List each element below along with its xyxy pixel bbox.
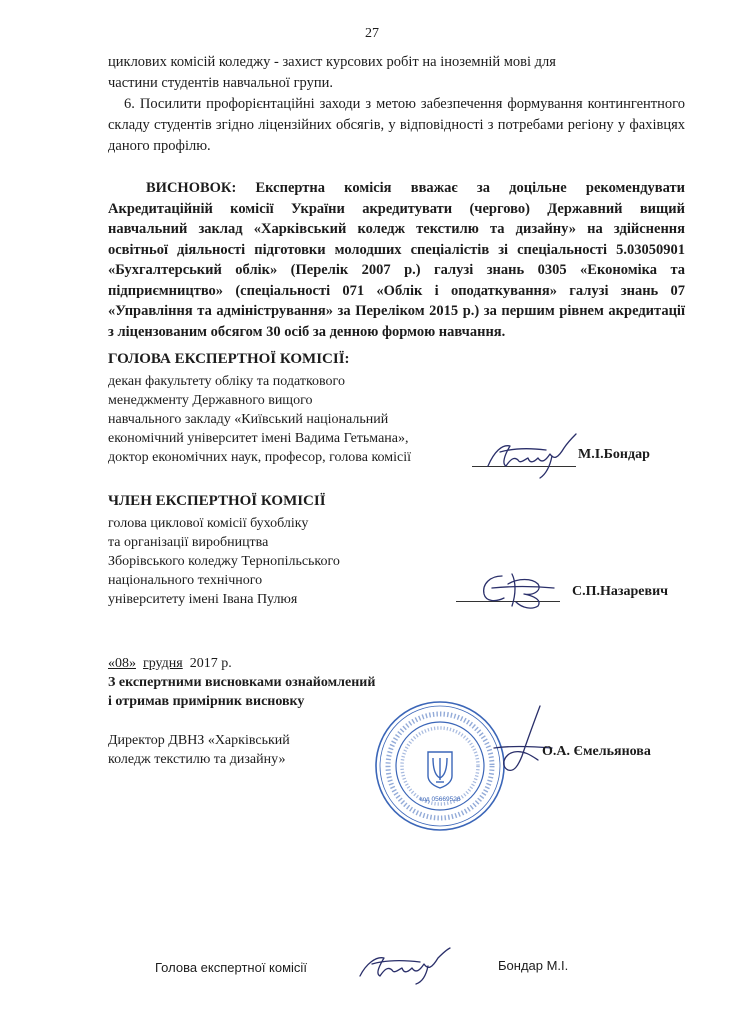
member-line: національного технічного	[108, 573, 263, 588]
footer-signature	[354, 946, 464, 986]
head-line: менеджменту Державного вищого	[108, 393, 313, 408]
trident-emblem	[428, 752, 452, 788]
director-line-1: Директор ДВНЗ «Харківський	[108, 733, 290, 748]
conclusion-label: ВИСНОВОК:	[146, 180, 237, 196]
date-year: 2017 р.	[189, 656, 232, 671]
head-line: економічний університет імені Вадима Гетьмана»,	[108, 431, 409, 446]
head-line: навчального закладу «Київський національний	[108, 412, 389, 427]
head-name: М.І.Бондар	[578, 447, 650, 462]
head-line: доктор економічних наук, професор, голова комісії	[108, 450, 412, 465]
conclusion-text: Експертна комісія вважає за доцільне рекомендувати Акредитаційній комісії України акредитувати (чергово) Державний вищий навчальний заклад «Харківський коледж текстилю та дизайну» на здійснення освітньої діяльності підготовки молодших спеціалістів зі спеціальності 5.03050901 «Бухгалтерський облік» (Перелік 2007 р.) галузі знань 0305 «Економіка та підприємництво» (спеціальності 071 «Облік і оподаткування» галузі знань 07 «Управління та адміністрування» за Переліком 2015 р.) за першим рівнем акредитації з ліцензованим обсягом 30 осіб за денною формою навчання.	[108, 180, 685, 340]
member-line: Зборівського коледжу Тернопільського	[108, 554, 340, 569]
head-position	[108, 372, 528, 467]
director-line-2: коледж текстилю та дизайну»	[108, 752, 286, 767]
intro-line-1: циклових комісій коледжу - захист курсових робіт на іноземній мові для	[108, 54, 556, 70]
member-title: ЧЛЕН ЕКСПЕРТНОЇ КОМІСІЇ	[108, 493, 326, 509]
member-position	[108, 514, 488, 609]
member-signature	[462, 568, 562, 613]
head-signature	[480, 430, 590, 480]
page-number: 27	[365, 26, 379, 41]
intro-line-2: частини студентів навчальної групи.	[108, 75, 333, 91]
ack-line-1: З експертними висновками ознайомлений	[108, 675, 376, 690]
stamp-code: код 05669526	[419, 796, 461, 803]
item-6: 6. Посилити профорієнтаційні заходи з метою забезпечення формування контингентного складу студентів згідно ліцензійних обсягів, у відповідності з потребами регіону у фахівцях даного профілю.	[108, 96, 685, 154]
ack-line-2: і отримав примірник висновку	[108, 694, 305, 709]
date-month: грудня	[143, 656, 183, 671]
member-line: та організації виробництва	[108, 535, 269, 550]
member-line: голова циклової комісії бухобліку	[108, 516, 309, 531]
footer-left: Голова експертної комісії	[155, 960, 307, 975]
member-name: С.П.Назаревич	[572, 584, 669, 599]
member-line: університету імені Івана Пулюя	[108, 592, 298, 607]
head-title: ГОЛОВА ЕКСПЕРТНОЇ КОМІСІЇ:	[108, 351, 350, 367]
date	[108, 654, 232, 673]
head-line: декан факультету обліку та податкового	[108, 374, 345, 389]
date-day: «08»	[108, 656, 136, 671]
footer-right: Бондар М.І.	[498, 958, 569, 973]
conclusion-paragraph	[108, 178, 685, 342]
director-name: О.А. Ємельянова	[542, 744, 651, 759]
